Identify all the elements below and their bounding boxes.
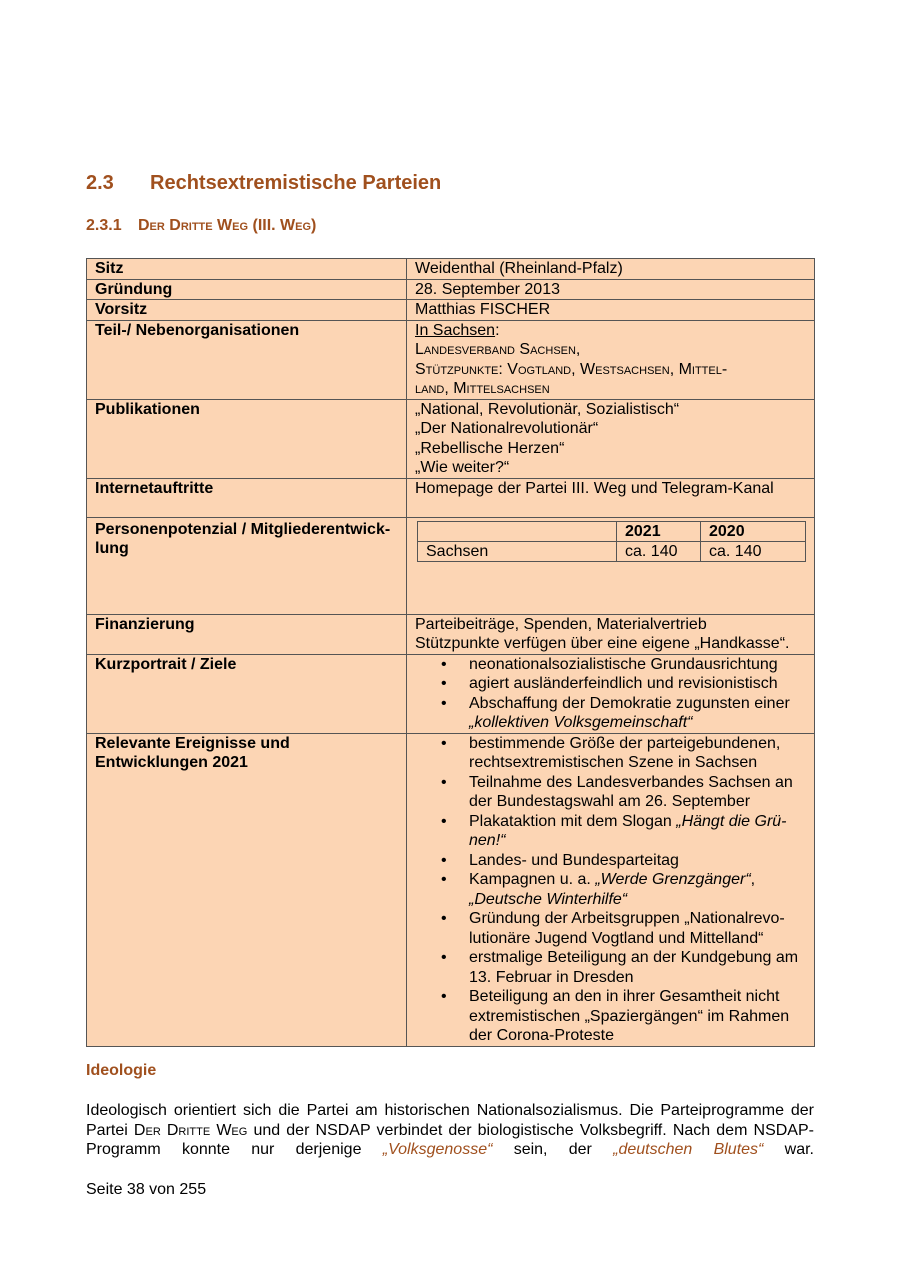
list-item: • bestimmende Größe der parteigebundenen, rechtsextremistischen Szene in Sachsen (469, 734, 802, 773)
list-item: • erstmalige Beteiligung an der Kundgebung am 13. Februar in Dresden (469, 948, 802, 987)
list-item: • Beteiligung an den in ihrer Gesamtheit nicht extremistischen „Spaziergängen“ im Rahmen der Corona-Proteste (469, 987, 802, 1046)
section-heading (86, 172, 441, 195)
publication-item: „Wie weiter?“ (415, 459, 510, 476)
list-item: • Landes- und Bundesparteitag (469, 851, 802, 871)
list-item: • Teilnahme des Landesverbandes Sachsen an der Bundestagswahl am 26. September (469, 773, 802, 812)
list-item: • Abschaffung der Demokratie zugunsten einer „kollektiven Volksgemeinschaft“ (469, 694, 806, 733)
value-sitz: Weidenthal (Rheinland-Pfalz) (407, 259, 815, 280)
label-finanzierung: Finanzierung (87, 614, 407, 654)
value-personenpotenzial (407, 517, 815, 614)
label-sitz: Sitz (87, 259, 407, 280)
label-internetauftritte: Internetauftritte (87, 478, 407, 517)
value-ereignisse (407, 733, 815, 1046)
row-kurzportrait (87, 654, 815, 733)
subsection-heading (86, 217, 316, 235)
row-vorsitz (87, 300, 815, 321)
subsection-title: Der Dritte Weg (III. Weg) (138, 217, 317, 234)
membership-2020: ca. 140 (701, 541, 806, 561)
row-publikationen (87, 399, 815, 478)
teil-line-2: Stützpunkte: Vogtland, Westsachsen, Mittel- (415, 360, 728, 378)
publication-item: „Rebellische Herzen“ (415, 439, 565, 457)
membership-table (417, 521, 806, 562)
party-profile-table (86, 258, 815, 1047)
list-item: • agiert ausländerfeindlich und revisionistisch (469, 674, 806, 694)
list-item: • neonationalsozialistische Grundausrichtung (469, 655, 806, 675)
label-vorsitz: Vorsitz (87, 300, 407, 321)
value-publikationen (407, 399, 815, 478)
membership-header-2021: 2021 (617, 521, 701, 541)
goals-list (415, 655, 806, 733)
publication-item: „Der Nationalrevolutionär“ (415, 420, 599, 437)
value-vorsitz: Matthias FISCHER (407, 300, 815, 321)
row-finanzierung (87, 614, 815, 654)
teil-line-1: Landesverband Sachsen, (415, 341, 581, 358)
row-personenpotenzial (87, 517, 815, 614)
teil-line-3: land, Mittelsachsen (415, 380, 550, 397)
membership-row (418, 541, 806, 561)
value-finanzierung: Parteibeiträge, Spenden, Materialvertrieb Stützpunkte verfügen über eine eigene „Handkasse“. (407, 614, 815, 654)
label-teilorganisationen: Teil-/ Nebenorganisationen (87, 320, 407, 399)
list-item: • Kampagnen u. a. „Werde Grenzgänger“, „Deutsche Winterhilfe“ (469, 870, 802, 909)
membership-header-row (418, 521, 806, 541)
label-personenpotenzial: Personenpotenzial / Mitgliederentwick- lung (87, 517, 407, 614)
membership-header-region (418, 521, 617, 541)
value-internetauftritte: Homepage der Partei III. Weg und Telegram-Kanal (407, 478, 815, 517)
value-teilorganisationen (407, 320, 815, 399)
ideologie-paragraph: Ideologisch orientiert sich die Partei am historischen Nationalsozialismus. Die Parteiprogramme der Partei Der Dritte Weg und der NSDAP verbindet der biologistische Volksbegriff. Nach dem NSDAP-Programm konnte nur derjenige „Volksgenosse“ sein, der „deutschen Blutes“ war. (86, 1102, 814, 1158)
label-kurzportrait: Kurzportrait / Ziele (87, 654, 407, 733)
publication-item: „National, Revolutionär, Sozialistisch“ (415, 400, 680, 418)
row-sitz (87, 259, 815, 280)
list-item: • Plakataktion mit dem Slogan „Hängt die Grü-nen!“ (469, 812, 802, 851)
section-title: Rechtsextremistische Parteien (150, 172, 442, 194)
page-footer: Seite 38 von 255 (86, 1181, 207, 1198)
list-item: • Gründung der Arbeitsgruppen „Nationalrevo-lutionäre Jugend Vogtland und Mittelland“ (469, 909, 802, 948)
membership-region: Sachsen (418, 541, 617, 561)
label-publikationen: Publikationen (87, 399, 407, 478)
membership-2021: ca. 140 (617, 541, 701, 561)
section-number: 2.3 (86, 172, 114, 194)
ideologie-heading: Ideologie (86, 1062, 157, 1079)
value-gruendung: 28. September 2013 (407, 279, 815, 300)
label-ereignisse: Relevante Ereignisse und Entwicklungen 2021 (87, 733, 407, 1046)
row-gruendung (87, 279, 815, 300)
row-ereignisse (87, 733, 815, 1046)
label-gruendung: Gründung (87, 279, 407, 300)
value-kurzportrait (407, 654, 815, 733)
subsection-number: 2.3.1 (86, 217, 122, 234)
teil-region: In Sachsen: (415, 321, 500, 339)
membership-header-2020: 2020 (701, 521, 806, 541)
row-internetauftritte (87, 478, 815, 517)
row-teilorganisationen (87, 320, 815, 399)
events-list (415, 734, 806, 1046)
